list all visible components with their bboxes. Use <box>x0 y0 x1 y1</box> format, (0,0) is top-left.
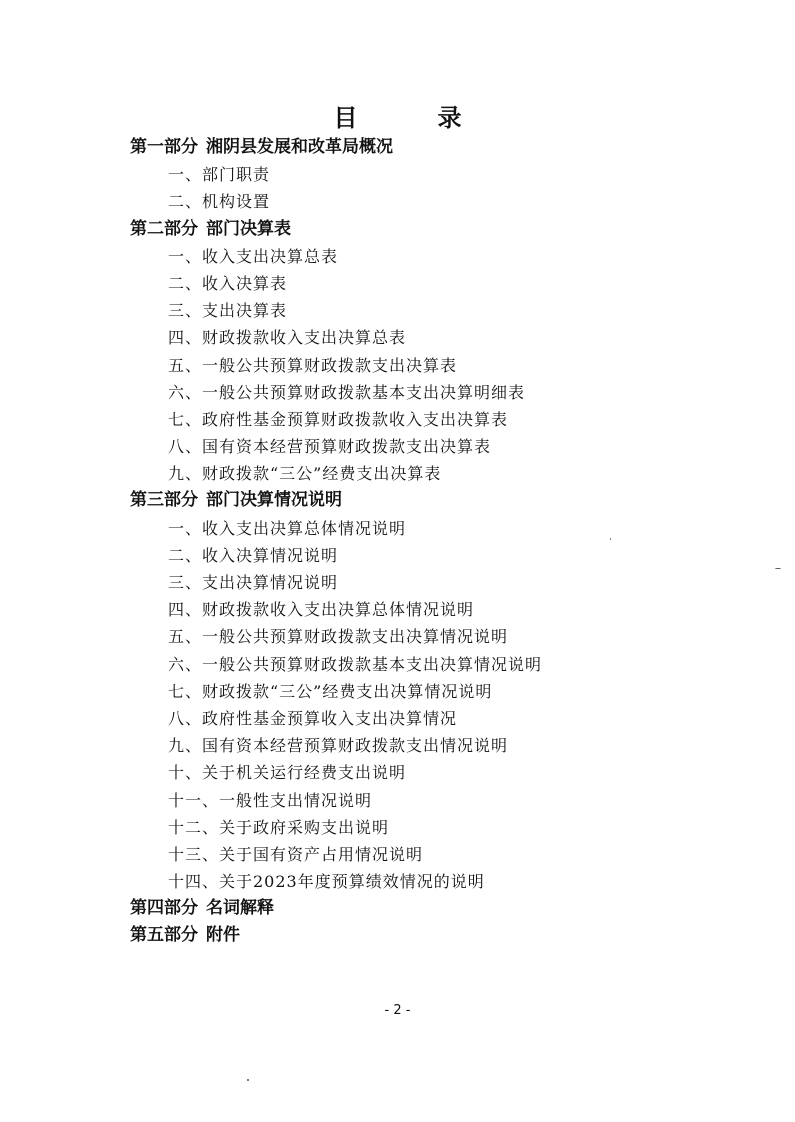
toc-item: 四、财政拨款收入支出决算总表 <box>168 328 407 348</box>
toc-item: 一、收入支出决算总体情况说明 <box>168 518 407 538</box>
part-number: 第四部分 <box>130 898 198 919</box>
toc-item: 二、机构设置 <box>168 192 271 212</box>
part-label: 湘阴县发展和改革局概况 <box>206 137 393 157</box>
part-number: 第一部分 <box>130 137 198 157</box>
toc-part-heading <box>130 134 690 161</box>
scan-speck <box>247 1079 249 1081</box>
toc-item: 一、收入支出决算总表 <box>168 246 339 266</box>
toc-item: 七、财政拨款“三公”经费支出决算情况说明 <box>168 681 493 701</box>
scan-speck <box>610 538 611 540</box>
toc-item: 十一、一般性支出情况说明 <box>168 790 373 810</box>
toc-part-heading <box>130 922 690 949</box>
toc-item: 八、政府性基金预算收入支出决算情况 <box>168 708 458 728</box>
toc-item: 十二、关于政府采购支出说明 <box>168 817 390 837</box>
toc-item: 二、收入决算情况说明 <box>168 545 339 565</box>
part-label: 部门决算情况说明 <box>206 490 342 511</box>
toc-part-heading <box>130 487 690 514</box>
part-label: 部门决算表 <box>206 218 291 239</box>
toc-title: 目 录 <box>333 104 490 132</box>
page-number: - 2 - <box>384 1003 411 1018</box>
toc-item: 四、财政拨款收入支出决算总体情况说明 <box>168 600 475 620</box>
toc-item: 五、一般公共预算财政拨款支出决算表 <box>168 355 458 375</box>
part-number: 第三部分 <box>130 490 198 511</box>
part-number: 第五部分 <box>130 925 198 946</box>
table-of-contents <box>130 134 690 950</box>
toc-item: 二、收入决算表 <box>168 273 288 293</box>
toc-item: 三、支出决算表 <box>168 301 288 321</box>
toc-item: 七、政府性基金预算财政拨款收入支出决算表 <box>168 409 509 429</box>
toc-item: 三、支出决算情况说明 <box>168 573 339 592</box>
part-number: 第二部分 <box>130 218 198 239</box>
toc-part-heading <box>130 216 690 243</box>
toc-item: 九、财政拨款“三公”经费支出决算表 <box>168 464 442 484</box>
toc-item: 十四、关于2023年度预算绩效情况的说明 <box>168 872 485 892</box>
part-label: 名词解释 <box>206 898 274 919</box>
toc-item: 一、部门职责 <box>168 165 271 185</box>
scan-speck <box>775 568 781 569</box>
toc-item: 五、一般公共预算财政拨款支出决算情况说明 <box>168 627 509 647</box>
toc-item: 十三、关于国有资产占用情况说明 <box>168 844 424 864</box>
part-label: 附件 <box>206 925 240 946</box>
toc-item: 八、国有资本经营预算财政拨款支出决算表 <box>168 437 492 457</box>
toc-item: 六、一般公共预算财政拨款基本支出决算明细表 <box>168 382 526 402</box>
toc-part-heading <box>130 895 690 922</box>
toc-item: 六、一般公共预算财政拨款基本支出决算情况说明 <box>168 654 543 674</box>
toc-item: 十、关于机关运行经费支出说明 <box>168 763 407 783</box>
toc-item: 九、国有资本经营预算财政拨款支出情况说明 <box>168 736 509 756</box>
